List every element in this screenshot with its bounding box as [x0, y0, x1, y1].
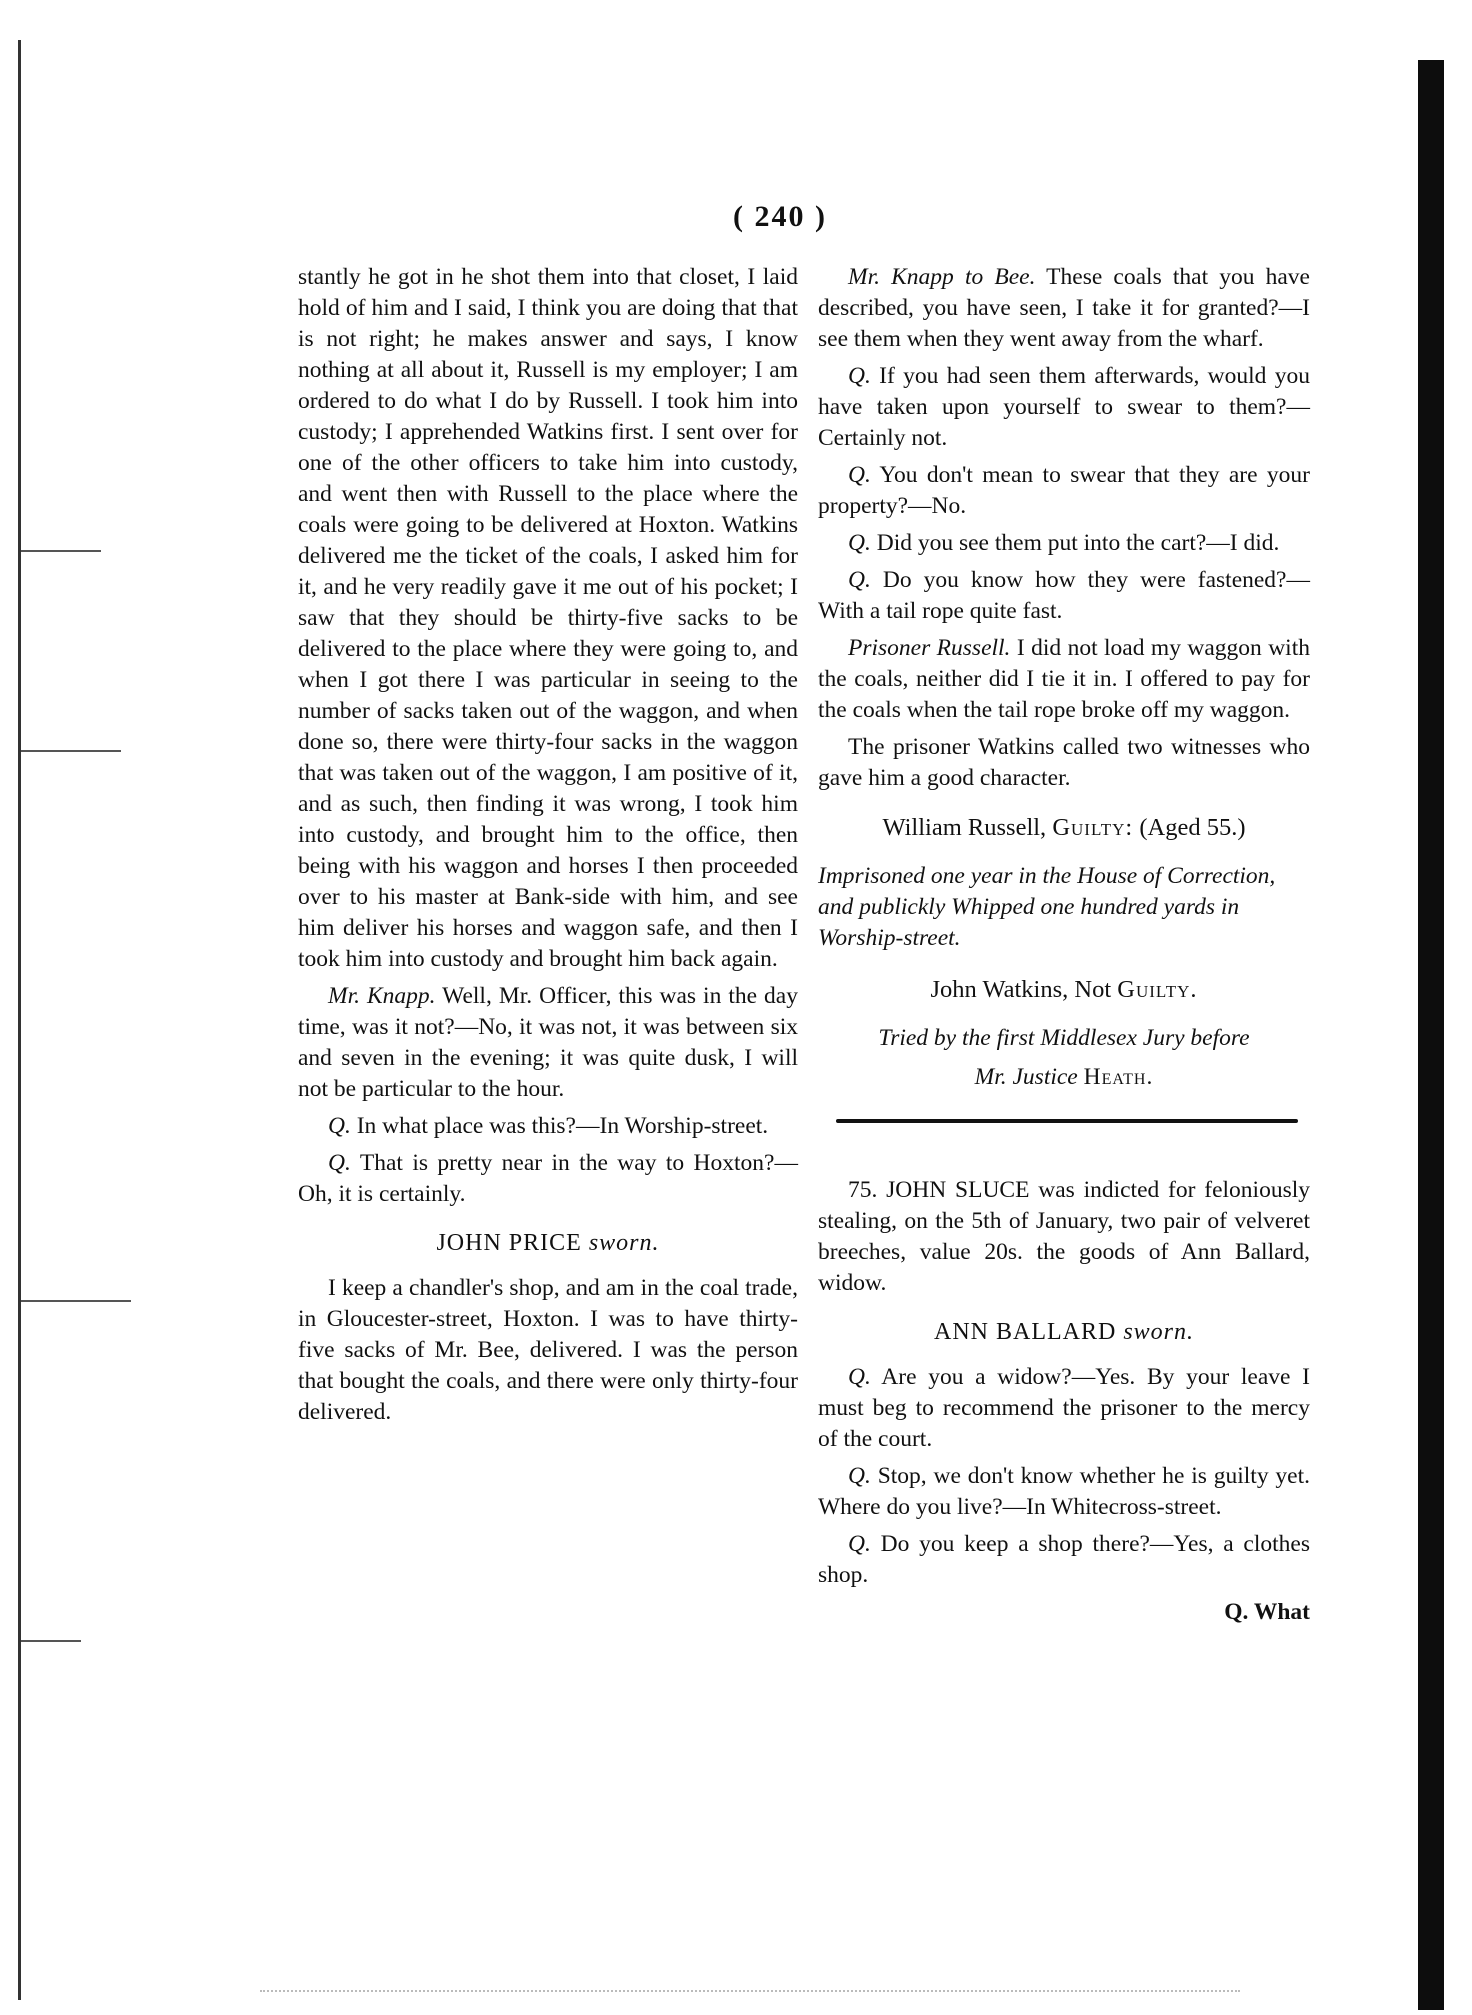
speaker-label: Mr. Knapp.: [328, 983, 436, 1009]
speaker-label: Q.: [848, 567, 871, 593]
verdict-label: Guilty:: [1052, 814, 1134, 841]
paragraph-question: [818, 1362, 1310, 1455]
witness-heading: [818, 1317, 1310, 1348]
speaker-label: Mr. Knapp to Bee.: [848, 264, 1036, 290]
paragraph-character-witnesses: [818, 732, 1310, 794]
left-column: [298, 262, 798, 1434]
paragraph-text: Do you know how they were fastened?—With a tail rope quite fast.: [818, 567, 1310, 624]
paragraph-text: Well, Mr. Officer, this was in the day time, was it not?—No, it was not, it was between six and seven in the evening; it was quite dusk, I will not be particular to the hour.: [298, 983, 798, 1102]
speaker-label: Q.: [848, 1364, 871, 1390]
scan-bottom-noise: [260, 1990, 1240, 2000]
margin-mark: [21, 1640, 81, 1642]
witness-oath: sworn.: [1123, 1319, 1194, 1345]
paragraph-text: stantly he got in he shot them into that closet, I laid hold of him and I said, I think you are doing that that is not right; he makes answer and says, I know nothing at all about it, Russell is my employer; I am ordered to do what I do by Russell. I took him into custody; I apprehended Watkins first. I sent over for one of the other officers to take him into custody, and went then with Russell to the place where the coals were going to be delivered at Hoxton. Watkins delivered me the ticket of the coals, I asked him for it, and he very readily gave it me out of his pocket; I saw that they should be thirty-five sacks to be delivered to the place where they were going to, and when I got there I was particular in seeing to the number of sacks taken out of the waggon, and when done so, there were thirty-four sacks in the waggon that was taken out of the waggon, I am positive of it, and as such, then finding it was wrong, I took him into custody, and brought him to the office, then being with his waggon and horses I then proceeded over to his master at Bank-side with him, and see him deliver his horses and waggon safe, and then I took him into custody and brought him back again.: [298, 264, 798, 972]
new-case-indictment: 75. JOHN SLUCE was indicted for feloniously stealing, on the 5th of January, two pair of velveret breeches, value 20s. the goods of Ann Ballard, widow.: [818, 1177, 1310, 1296]
defendant-age: (Aged 55.): [1139, 814, 1246, 841]
verdict-watkins: [818, 974, 1310, 1005]
paragraph-text: The prisoner Watkins called two witnesses who gave him a good character.: [818, 734, 1310, 791]
paragraph-text: That is pretty near in the way to Hoxton?—Oh, it is certainly.: [298, 1150, 798, 1207]
margin-mark: [21, 750, 121, 752]
paragraph-question: [298, 1148, 798, 1210]
margin-mark: [21, 1300, 131, 1302]
paragraph-question: [298, 981, 798, 1105]
paragraph-text: I did not load my waggon with the coals, neither did I tie it in. I offered to pay for the coals when the tail rope broke off my waggon.: [818, 635, 1310, 723]
speaker-label: Q.: [328, 1113, 351, 1139]
trial-judge: [818, 1062, 1310, 1093]
witness-name: JOHN PRICE: [436, 1230, 582, 1256]
paragraph-question: [818, 1529, 1310, 1591]
page-number: ( 240 ): [733, 200, 827, 233]
paragraph-text: If you had seen them afterwards, would you have taken upon yourself to swear to them?—Certainly not.: [818, 363, 1310, 451]
scan-left-margin: [18, 40, 131, 2000]
witness-oath: sworn.: [588, 1230, 660, 1256]
paragraph-question: [298, 1111, 798, 1142]
speaker-label: Q.: [848, 363, 871, 389]
paragraph-question: [818, 460, 1310, 522]
paragraph-question: [818, 1461, 1310, 1523]
paragraph-testimony: [298, 262, 798, 975]
sentence-text: Imprisoned one year in the House of Correction, and publickly Whipped one hundred yards in Worship-street.: [818, 863, 1276, 951]
paragraph-text: Stop, we don't know whether he is guilty yet. Where do you live?—In Whitecross-street.: [818, 1463, 1310, 1520]
margin-mark: [21, 550, 101, 552]
witness-statement: I keep a chandler's shop, and am in the coal trade, in Gloucester-street, Hoxton. I was to have thirty-five sacks of Mr. Bee, delivered. I was the person that bought the coals, and there were only thirty-four delivered.: [298, 1275, 798, 1425]
paragraph-text: Are you a widow?—Yes. By your leave I must beg to recommend the prisoner to the mercy of the court.: [818, 1364, 1310, 1452]
verdict-label: Guilty.: [1117, 976, 1198, 1003]
paragraph-text: In what place was this?—In Worship-street.: [350, 1113, 769, 1139]
verdict-russell: [818, 812, 1310, 843]
defendant-name: William Russell,: [882, 814, 1047, 841]
book-spine-shadow: [1418, 60, 1444, 2010]
trial-note: Tried by the first Middlesex Jury before: [878, 1025, 1250, 1051]
speaker-label: Q.: [848, 1463, 871, 1489]
speaker-label: Q.: [848, 1531, 871, 1557]
catchword: Q. What: [1224, 1599, 1310, 1625]
speaker-label: Q.: [848, 530, 871, 556]
section-divider: [836, 1119, 1298, 1123]
paragraph-question: [818, 528, 1310, 559]
paragraph-question: [818, 361, 1310, 454]
right-column: [818, 262, 1310, 1628]
speaker-label: Q.: [848, 462, 871, 488]
speaker-label: Prisoner Russell.: [848, 635, 1011, 661]
paragraph-text: These coals that you have described, you have seen, I take it for granted?—I see them when they went away from the wharf.: [818, 264, 1310, 352]
judge-title: Mr. Justice: [974, 1064, 1078, 1090]
paragraph-prisoner-statement: [818, 633, 1310, 726]
defendant-name: John Watkins, Not: [930, 976, 1112, 1003]
paragraph-question: [818, 565, 1310, 627]
paragraph-text: Do you keep a shop there?—Yes, a clothes shop.: [818, 1531, 1310, 1588]
paragraph-text: Did you see them put into the cart?—I did.: [870, 530, 1280, 556]
speaker-label: Q.: [328, 1150, 351, 1176]
witness-heading: [298, 1228, 798, 1259]
judge-name: Heath.: [1083, 1064, 1154, 1090]
paragraph-text: You don't mean to swear that they are your property?—No.: [818, 462, 1310, 519]
paragraph-question: [818, 262, 1310, 355]
witness-name: ANN BALLARD: [933, 1319, 1117, 1345]
